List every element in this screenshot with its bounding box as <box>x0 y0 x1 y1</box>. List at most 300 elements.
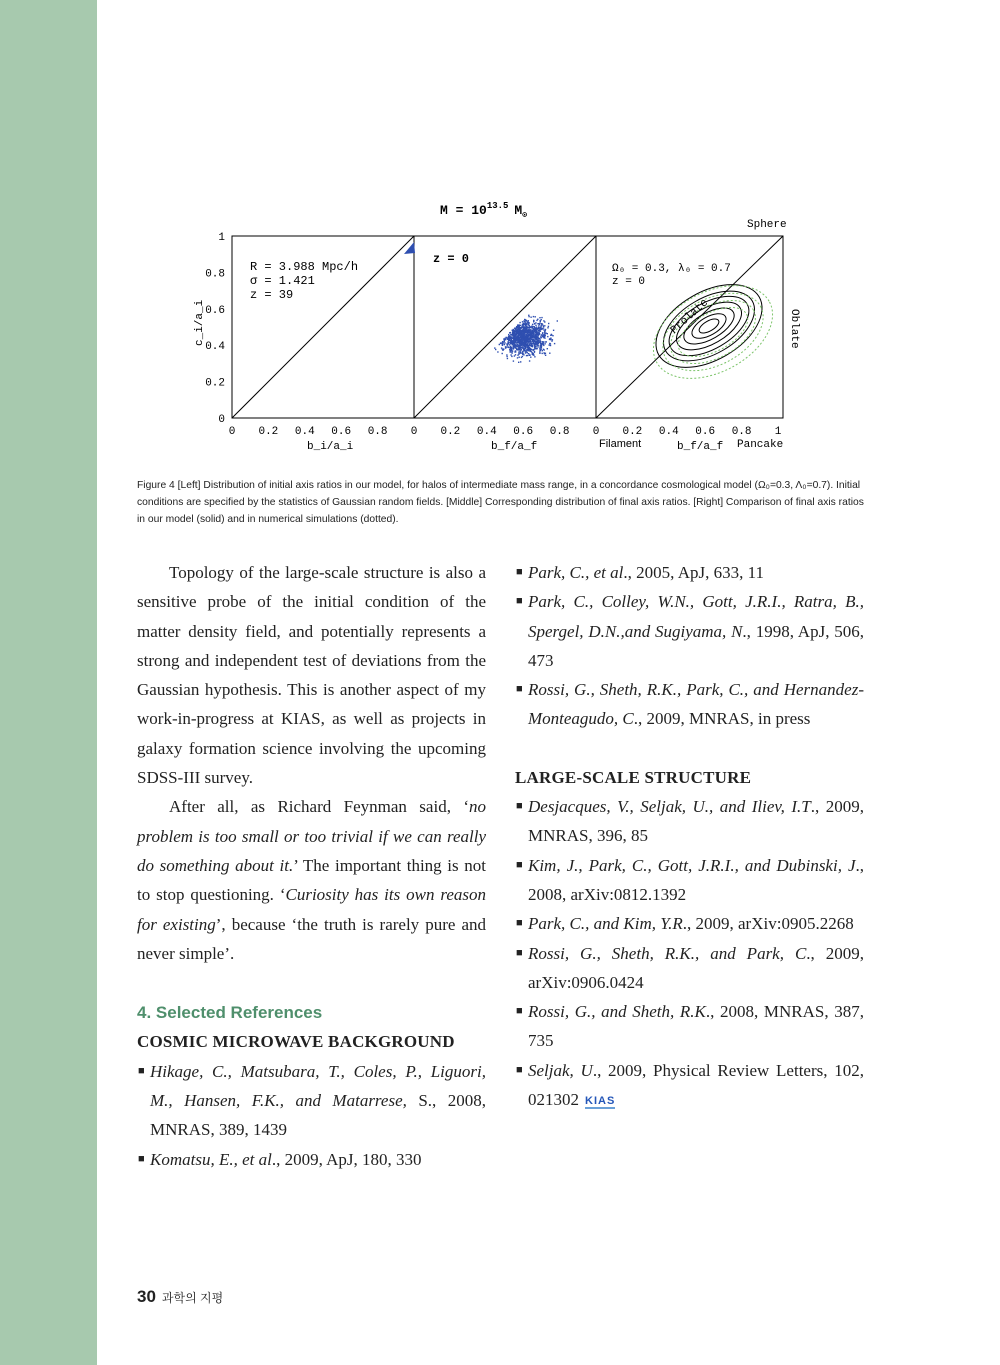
axis-ratio-plots <box>137 181 864 473</box>
contours <box>638 267 789 398</box>
left-annotation-z: z = 39 <box>250 288 294 302</box>
scatter-point <box>541 325 542 326</box>
scatter-point <box>545 329 546 330</box>
scatter-point <box>536 331 537 332</box>
scatter-point <box>524 343 525 344</box>
scatter-point <box>530 331 531 332</box>
scatter-point <box>548 326 549 327</box>
scatter-point <box>517 332 518 333</box>
scatter-point <box>522 354 523 355</box>
figure-4 <box>137 181 864 473</box>
scatter-point <box>542 323 543 324</box>
scatter-point <box>529 339 530 340</box>
scatter-point <box>544 334 545 335</box>
scatter-point <box>540 336 541 337</box>
scatter-point <box>517 357 518 358</box>
scatter-point <box>529 330 530 331</box>
scatter-point <box>528 323 529 324</box>
scatter-point <box>521 338 522 339</box>
scatter-point <box>538 335 539 336</box>
scatter-point <box>539 348 540 349</box>
scatter-point <box>531 351 532 352</box>
scatter-point <box>517 355 518 356</box>
scatter-point <box>526 331 527 332</box>
square-bullet-icon <box>138 1145 145 1174</box>
scatter-point <box>533 326 534 327</box>
scatter-point <box>518 338 519 339</box>
square-bullet-icon <box>516 675 523 704</box>
scatter-point <box>536 344 537 345</box>
scatter-point <box>526 325 527 326</box>
scatter-point <box>538 338 539 339</box>
scatter-point <box>510 347 511 348</box>
scatter-point <box>539 317 540 318</box>
xtick-label: 0.2 <box>440 426 461 438</box>
scatter-point <box>534 346 535 347</box>
scatter-point <box>526 320 527 321</box>
scatter-point <box>552 339 553 340</box>
reference-item: ■ Park, C., Colley, W.N., Gott, J.R.I., Ratra, B., Spergel, D.N.,and Sugiyama, N., 1998, ApJ, 506, 473 <box>515 587 864 675</box>
scatter-point <box>510 343 511 344</box>
scatter-point <box>514 340 515 341</box>
scatter-point <box>536 341 537 342</box>
scatter-point <box>526 327 527 328</box>
scatter-point <box>530 357 531 358</box>
scatter-point <box>533 336 534 337</box>
scatter-point <box>503 342 504 343</box>
scatter-point <box>546 341 547 342</box>
scatter-point <box>529 348 530 349</box>
scatter-point <box>526 334 527 335</box>
scatter-point <box>518 351 519 352</box>
xtick-label: 0.4 <box>658 426 679 438</box>
xlabel-middle: b_f/a_f <box>491 441 538 453</box>
scatter-point <box>513 343 514 344</box>
scatter-point <box>524 350 525 351</box>
scatter-point <box>526 336 527 337</box>
scatter-point <box>501 347 502 348</box>
scatter-point <box>540 345 541 346</box>
scatter-point <box>510 342 511 343</box>
scatter-point <box>519 328 520 329</box>
middle-annotation-z: z = 0 <box>433 252 470 266</box>
scatter-point <box>539 347 540 348</box>
ytick-label: 0.8 <box>205 268 225 281</box>
reference-item: ■ Komatsu, E., et al., 2009, ApJ, 180, 330 <box>137 1145 486 1174</box>
scatter-point <box>520 325 521 326</box>
scatter-point <box>518 332 519 333</box>
scatter-point <box>502 341 503 342</box>
scatter-point <box>509 344 510 345</box>
scatter-point <box>535 332 536 333</box>
scatter-point <box>543 329 544 330</box>
scatter-point <box>532 353 533 354</box>
scatter-point <box>522 344 523 345</box>
scatter-point <box>529 360 530 361</box>
scatter-point <box>534 356 535 357</box>
scatter-point <box>508 340 509 341</box>
heading-cmb: COSMIC MICROWAVE BACKGROUND <box>137 1032 455 1052</box>
scatter-point <box>545 333 546 334</box>
scatter-point <box>543 343 544 344</box>
ytick-label: 0.6 <box>205 304 225 317</box>
scatter-point <box>530 345 531 346</box>
scatter-point <box>507 346 508 347</box>
scatter-point <box>507 339 508 340</box>
scatter-point <box>543 334 544 335</box>
scatter-point <box>527 348 528 349</box>
scatter-point <box>536 327 537 328</box>
scatter-point <box>502 353 503 354</box>
scatter-point <box>549 343 550 344</box>
scatter-point <box>548 323 549 324</box>
scatter-point <box>530 329 531 330</box>
scatter-point <box>511 340 512 341</box>
scatter-point <box>544 325 545 326</box>
scatter-point <box>549 353 550 354</box>
reference-item: ■ Kim, J., Park, C., Gott, J.R.I., and Dubinski, J., 2008, arXiv:0812.1392 <box>515 851 864 910</box>
scatter-point <box>549 344 550 345</box>
scatter-point <box>510 334 511 335</box>
scatter-point <box>535 325 536 326</box>
scatter-point <box>521 349 522 350</box>
scatter-point <box>524 335 525 336</box>
figure-caption: Figure 4 [Left] Distribution of initial axis ratios in our model, for halos of intermediate mass range, in a concordance cosmological model (Ω₀=0.3, Λ₀=0.7). Initial conditions are specified by the statistics of Gaussian random fields. [Middle] Corresponding distribution of final axis ratios. [Right] Comparison of final axis ratios in our model (solid) and in numerical simulations (dotted). <box>137 480 864 525</box>
scatter-point <box>527 330 528 331</box>
scatter-point <box>521 347 522 348</box>
scatter-point <box>506 343 507 344</box>
scatter-point <box>525 322 526 323</box>
scatter-point <box>513 332 514 333</box>
xtick-label: 0.2 <box>622 426 643 438</box>
scatter-point <box>514 346 515 347</box>
scatter-point <box>509 332 510 333</box>
scatter-point <box>502 342 503 343</box>
scatter-point <box>539 339 540 340</box>
scatter-point <box>524 321 525 322</box>
scatter-point <box>533 349 534 350</box>
scatter-point <box>518 339 519 340</box>
magazine-name: 과학의 지평 <box>161 1291 224 1305</box>
scatter-point <box>521 326 522 327</box>
scatter-point <box>532 341 533 342</box>
scatter-point <box>517 325 518 326</box>
reference-item: ■ Rossi, G., Sheth, R.K., Park, C., and Hernandez-Monteagudo, C., 2009, MNRAS, in press <box>515 675 864 734</box>
scatter-point <box>535 333 536 334</box>
scatter-point <box>545 353 546 354</box>
scatter-point <box>533 316 534 317</box>
scatter-point <box>534 352 535 353</box>
scatter-point <box>547 336 548 337</box>
scatter-point <box>518 345 519 346</box>
scatter-point <box>537 346 538 347</box>
scatter-point <box>532 339 533 340</box>
scatter-point <box>525 346 526 347</box>
scatter-point <box>532 331 533 332</box>
square-bullet-icon <box>516 997 523 1026</box>
xtick-label: 0.8 <box>367 426 388 438</box>
label-sphere: Sphere <box>747 219 787 231</box>
reference-item: ■ Rossi, G., and Sheth, R.K., 2008, MNRAS, 387, 735 <box>515 997 864 1056</box>
scatter-point <box>535 342 536 343</box>
scatter-point <box>527 338 528 339</box>
kias-logo: KIAS <box>585 1095 616 1108</box>
scatter-point <box>517 337 518 338</box>
label-filament: Filament <box>599 438 642 450</box>
scatter-point <box>522 336 523 337</box>
label-pancake: Pancake <box>737 439 784 451</box>
scatter-point <box>522 351 523 352</box>
scatter-point <box>519 322 520 323</box>
scatter-point <box>524 345 525 346</box>
scatter-point <box>504 344 505 345</box>
scatter-point <box>513 360 514 361</box>
scatter-point <box>529 341 530 342</box>
square-bullet-icon <box>138 1057 145 1086</box>
scatter-point <box>527 333 528 334</box>
model-contour <box>642 268 776 385</box>
scatter-point <box>522 330 523 331</box>
scatter-point <box>528 327 529 328</box>
right-column <box>515 558 864 1114</box>
scatter-point <box>542 332 543 333</box>
scatter-point <box>522 345 523 346</box>
scatter-point <box>512 331 513 332</box>
scatter-point <box>495 349 496 350</box>
scatter-point <box>522 325 523 326</box>
scatter-point <box>541 349 542 350</box>
page-footer <box>137 1287 223 1307</box>
ytick-label: 1 <box>218 232 225 244</box>
scatter-point <box>537 323 538 324</box>
scatter-point <box>506 356 507 357</box>
scatter-point <box>522 321 523 322</box>
label-prolate: Prolate <box>668 297 712 337</box>
scatter-point <box>520 331 521 332</box>
scatter-point <box>527 347 528 348</box>
scatter-point <box>528 315 529 316</box>
xlabel-right: b_f/a_f <box>677 441 724 453</box>
xtick-label: 0.6 <box>513 426 534 438</box>
scatter-point <box>547 348 548 349</box>
square-bullet-icon <box>516 851 523 880</box>
scatter-point <box>533 329 534 330</box>
scatter-point <box>519 326 520 327</box>
left-annotation-sigma: σ = 1.421 <box>250 274 315 288</box>
scatter-point <box>542 341 543 342</box>
scatter-point <box>519 357 520 358</box>
scatter-point <box>540 337 541 338</box>
scatter-point <box>515 332 516 333</box>
scatter-point <box>528 316 529 317</box>
scatter-point <box>502 345 503 346</box>
xtick-label: 0 <box>228 426 236 438</box>
scatter-point <box>535 316 536 317</box>
scatter-point <box>509 349 510 350</box>
scatter-point <box>513 339 514 340</box>
scatter-point <box>542 328 543 329</box>
scatter-point <box>527 352 528 353</box>
scatter-point <box>518 342 519 343</box>
scatter-point <box>535 340 536 341</box>
scatter-point <box>525 330 526 331</box>
scatter-point <box>514 343 515 344</box>
scatter-point <box>543 352 544 353</box>
scatter-point <box>524 348 525 349</box>
reference-item: ■ Park, C., and Kim, Y.R., 2009, arXiv:0905.2268 <box>515 909 864 938</box>
scatter-point <box>535 337 536 338</box>
scatter-point <box>550 339 551 340</box>
scatter-point <box>541 347 542 348</box>
scatter-point <box>518 362 519 363</box>
scatter-point <box>509 336 510 337</box>
scatter-point <box>530 338 531 339</box>
scatter-point <box>519 333 520 334</box>
scatter-point <box>538 342 539 343</box>
scatter-point <box>543 345 544 346</box>
scatter-point <box>540 341 541 342</box>
scatter-point <box>513 334 514 335</box>
scatter-point <box>532 326 533 327</box>
scatter-point <box>523 328 524 329</box>
scatter-point <box>540 321 541 322</box>
scatter-point <box>540 326 541 327</box>
scatter-point <box>525 352 526 353</box>
scatter-point <box>538 340 539 341</box>
scatter-point <box>520 361 521 362</box>
scatter-point <box>511 348 512 349</box>
right-annotation-cosmo: Ω₀ = 0.3, λ₀ = 0.7 <box>612 263 731 275</box>
simulation-contour <box>638 267 789 398</box>
scatter-point <box>532 346 533 347</box>
scatter-point <box>531 349 532 350</box>
scatter-point <box>522 339 523 340</box>
scatter-point <box>528 320 529 321</box>
right-annotation-z: z = 0 <box>612 276 646 288</box>
ytick-label: 0.4 <box>205 341 225 354</box>
section-title-references: 4. Selected References <box>137 1003 323 1023</box>
scatter-point <box>529 332 530 333</box>
scatter-point <box>547 327 548 328</box>
xtick-label: 0.4 <box>294 426 315 438</box>
scatter-point <box>510 351 511 352</box>
scatter-point <box>535 322 536 323</box>
scatter-point <box>530 342 531 343</box>
scatter-point <box>541 334 542 335</box>
square-bullet-icon <box>516 587 523 616</box>
scatter-point <box>516 344 517 345</box>
model-contour <box>652 277 767 375</box>
scatter-point <box>507 358 508 359</box>
scatter-point <box>529 325 530 326</box>
reference-item: ■ Rossi, G., Sheth, R.K., and Park, C., 2009, arXiv:0906.0424 <box>515 939 864 998</box>
scatter-point <box>518 347 519 348</box>
scatter-point <box>516 349 517 350</box>
scatter-point <box>537 328 538 329</box>
scatter-point <box>512 334 513 335</box>
scatter-point <box>513 337 514 338</box>
scatter-point <box>504 339 505 340</box>
scatter-point <box>511 356 512 357</box>
scatter-point <box>512 335 513 336</box>
scatter-point <box>534 343 535 344</box>
scatter-point <box>545 355 546 356</box>
scatter-point <box>530 327 531 328</box>
scatter-point <box>530 351 531 352</box>
label-oblate: Oblate <box>788 309 800 349</box>
left-annotation-r: R = 3.988 Mpc/h <box>250 260 359 274</box>
scatter-point <box>542 353 543 354</box>
left-column <box>137 558 486 1174</box>
scatter-point <box>504 341 505 342</box>
scatter-point <box>515 335 516 336</box>
scatter-point <box>524 319 525 320</box>
scatter-point <box>499 344 500 345</box>
scatter-point <box>550 345 551 346</box>
scatter-point <box>531 335 532 336</box>
scatter-point <box>518 348 519 349</box>
final-scatter-points <box>494 315 558 363</box>
scatter-point <box>538 325 539 326</box>
scatter-point <box>544 333 545 334</box>
scatter-point <box>540 343 541 344</box>
scatter-point <box>519 339 520 340</box>
xtick-label: 0.6 <box>331 426 352 438</box>
scatter-point <box>500 343 501 344</box>
scatter-point <box>494 347 495 348</box>
square-bullet-icon <box>516 1056 523 1085</box>
reference-item: ■ Park, C., et al., 2005, ApJ, 633, 11 <box>515 558 864 587</box>
xtick-label: 1 <box>774 426 782 438</box>
ytick-label: 0 <box>218 414 225 426</box>
scatter-point <box>544 332 545 333</box>
scatter-point <box>535 329 536 330</box>
scatter-point <box>514 345 515 346</box>
scatter-point <box>505 339 506 340</box>
scatter-point <box>511 352 512 353</box>
scatter-point <box>515 354 516 355</box>
scatter-point <box>497 351 498 352</box>
square-bullet-icon <box>516 909 523 938</box>
scatter-point <box>538 331 539 332</box>
scatter-point <box>520 345 521 346</box>
reference-item: ■ Seljak, U., 2009, Physical Review Letters, 102, 021302 KIAS <box>515 1056 864 1115</box>
xtick-label: 0.4 <box>476 426 497 438</box>
scatter-point <box>503 348 504 349</box>
scatter-point <box>534 323 535 324</box>
scatter-point <box>527 342 528 343</box>
scatter-point <box>528 350 529 351</box>
paragraph-topology: Topology of the large-scale structure is also a sensitive probe of the initial condition of the matter density field, and potentially represents a strong and independent test of deviations from the Gaussian hypothesis. This is another aspect of my work-in-progress at KIAS, as well as projects in galaxy formation science involving the upcoming SDSS-III survey. <box>137 563 486 788</box>
scatter-point <box>521 333 522 334</box>
page-sidebar-band <box>0 0 97 1365</box>
scatter-point <box>514 355 515 356</box>
scatter-point <box>527 344 528 345</box>
xtick-label: 0.2 <box>258 426 279 438</box>
scatter-point <box>536 320 537 321</box>
figure-title: $M = 10^{13.5}$ $M_⊙$ <box>440 201 528 220</box>
scatter-point <box>552 335 553 336</box>
scatter-point <box>543 320 544 321</box>
scatter-point <box>510 354 511 355</box>
scatter-point <box>544 343 545 344</box>
scatter-point <box>533 341 534 342</box>
scatter-point <box>524 332 525 333</box>
scatter-point <box>524 342 525 343</box>
scatter-point <box>505 346 506 347</box>
scatter-point <box>530 317 531 318</box>
scatter-point <box>515 342 516 343</box>
